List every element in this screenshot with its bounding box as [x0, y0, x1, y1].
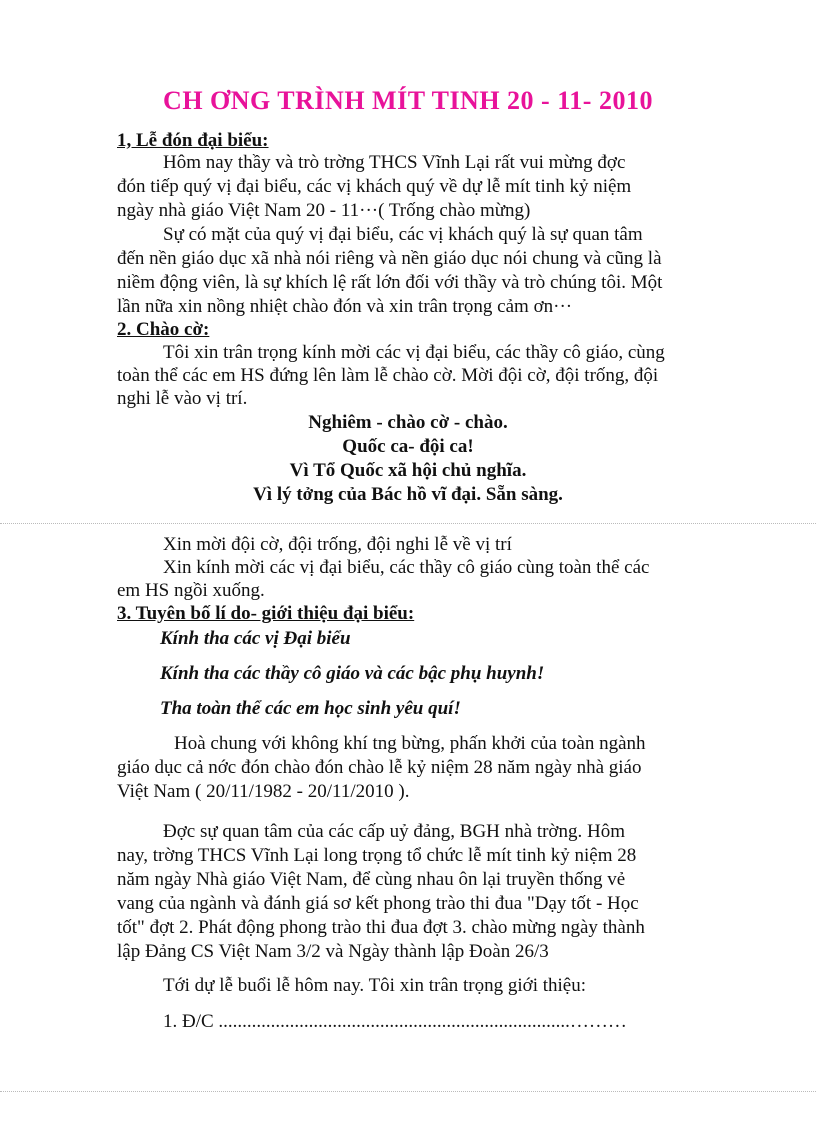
greeting-line: Kính tha các thầy cô giáo và các bậc phụ huynh!: [160, 663, 545, 684]
paragraph-1-line: Hoà chung với không khí tng bừng, phấn khởi của toàn ngành: [174, 733, 646, 754]
paragraph-1-line: Việt Nam ( 20/11/1982 - 20/11/2010 ).: [117, 781, 410, 802]
greeting-line: Tha toàn thể các em học sinh yêu quí!: [160, 698, 461, 719]
greeting-line: Kính tha các vị Đại biểu: [160, 628, 351, 649]
section-3-heading: 3. Tuyên bố lí do- giới thiệu đại biểu:: [117, 603, 415, 624]
paragraph-2-line: năm ngày Nhà giáo Việt Nam, để cùng nhau ôn lại truyền thống vẻ: [117, 869, 626, 890]
section-2-after-line: em HS ngồi xuống.: [117, 580, 265, 601]
paragraph-2-line: vang của ngành và đánh giá sơ kết phong trào thi đua "Dạy tốt - Học: [117, 893, 639, 914]
paragraph-2-line: tốt" đợt 2. Phát động phong trào thi đua đợt 3. chào mừng ngày thành: [117, 917, 645, 938]
faint-divider: [0, 1090, 816, 1092]
paragraph-3-line: Tới dự lễ buổi lễ hôm nay. Tôi xin trân trọng giới thiệu:: [163, 975, 587, 996]
chant-line: Vì Tổ Quốc xã hội chủ nghĩa.: [289, 460, 527, 481]
section-2-line: Tôi xin trân trọng kính mời các vị đại biểu, các thầy cô giáo, cùng: [163, 342, 665, 363]
section-2-heading: 2. Chào cờ:: [117, 319, 210, 340]
paragraph-2-line: Đợc sự quan tâm của các cấp uỷ đảng, BGH nhà trờng. Hôm: [163, 821, 625, 842]
faint-divider: [0, 522, 816, 524]
section-1-line: Sự có mặt của quý vị đại biểu, các vị khách quý là sự quan tâm: [163, 224, 643, 245]
section-1-line: niềm động viên, là sự khích lệ rất lớn đối với thầy và trò chúng tôi. Một: [117, 272, 663, 293]
section-1-heading: 1, Lễ đón đại biểu:: [117, 130, 269, 151]
paragraph-2-line: nay, trờng THCS Vĩnh Lại long trọng tổ chức lễ mít tinh kỷ niệm 28: [117, 845, 637, 866]
section-2-after-line: Xin kính mời các vị đại biểu, các thầy cô giáo cùng toàn thể các: [163, 557, 650, 578]
section-1-line: đón tiếp quý vị đại biểu, các vị khách quý về dự lễ mít tinh kỷ niệm: [117, 176, 632, 197]
section-2-line: toàn thể các em HS đứng lên làm lễ chào cờ. Mời đội cờ, đội trống, đội: [117, 365, 659, 386]
delegate-item: 1. Đ/C ..........................................................................………: [163, 1011, 627, 1032]
section-1-line: lần nữa xin nồng nhiệt chào đón và xin trân trọng cảm ơn···: [117, 296, 573, 317]
chant-line: Quốc ca- đội ca!: [342, 436, 474, 457]
section-2-line: nghi lễ vào vị trí.: [117, 388, 248, 409]
section-1-line: Hôm nay thầy và trò trờng THCS Vĩnh Lại rất vui mừng đợc: [163, 152, 626, 173]
chant-line: Vì lý tởng của Bác hồ vĩ đại. Sẵn sàng.: [253, 484, 563, 505]
section-1-line: đến nền giáo dục xã nhà nói riêng và nền giáo dục nói chung và cũng là: [117, 248, 662, 269]
section-1-line: ngày nhà giáo Việt Nam 20 - 11···( Trống chào mừng): [117, 200, 531, 221]
paragraph-2-line: lập Đảng CS Việt Nam 3/2 và Ngày thành lập Đoàn 26/3: [117, 941, 549, 962]
page-title: CH ƠNG TRÌNH MÍT TINH 20 - 11- 2010: [163, 86, 653, 115]
chant-line: Nghiêm - chào cờ - chào.: [308, 412, 508, 433]
section-2-after-line: Xin mời đội cờ, đội trống, đội nghi lễ về vị trí: [163, 534, 512, 555]
paragraph-1-line: giáo dục cả nớc đón chào đón chào lễ kỷ niệm 28 năm ngày nhà giáo: [117, 757, 642, 778]
